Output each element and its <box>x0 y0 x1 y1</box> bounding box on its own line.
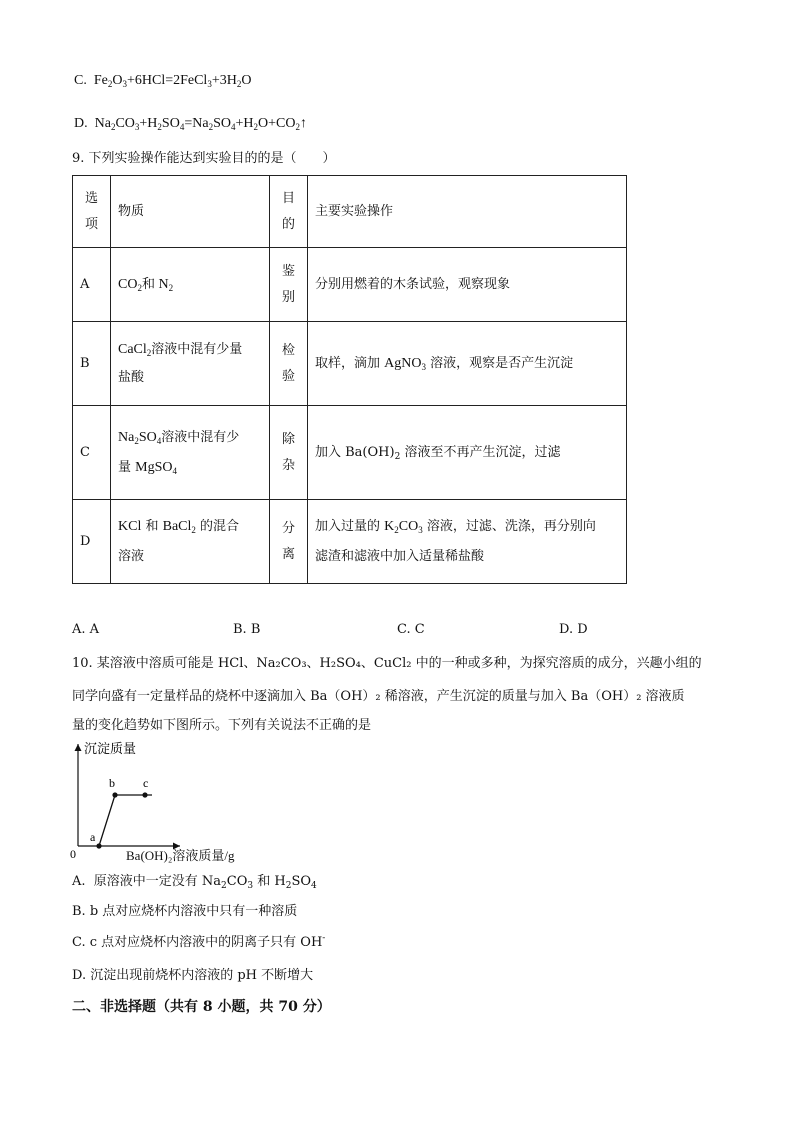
y-axis-label: 沉淀质量 <box>84 742 137 757</box>
row-substance: $CO_2$和 $N_2$ <box>111 248 270 322</box>
row-purpose-char: 除 <box>281 431 295 447</box>
q10-choice-a: A. 原溶液中一定没有 $Na_2CO_3$ 和 $H_2SO_4$ <box>72 874 317 891</box>
option-letter: D. <box>74 116 88 131</box>
header-substance: 物质 <box>111 176 270 248</box>
header-purpose-char: 的 <box>281 216 295 232</box>
row-operation: 加入 $Ba(OH)_2$ 溶液至不再产生沉淀，过滤 <box>308 406 627 500</box>
row-operation: 分别用燃着的木条试验，观察现象 <box>308 248 627 322</box>
row-purpose-char: 杂 <box>281 457 295 473</box>
q9-table <box>72 175 627 584</box>
q9-stem: 9. 下列实验操作能达到实验目的的是（ ） <box>72 151 336 166</box>
row-purpose-char: 离 <box>281 546 295 562</box>
row-operation: 取样，滴加 AgNO$_3$ 溶液，观察是否产生沉淀 <box>308 322 627 406</box>
row-purpose-char: 别 <box>281 289 295 305</box>
row-substance: CaCl$_2$溶液中混有少量 盐酸 <box>111 322 270 406</box>
q10-stem-line1: 10. 某溶液中溶质可能是 HCl、Na₂CO₃、H₂SO₄、CuCl₂ 中的一种或多种，为探究溶质的成分，兴趣小组的 <box>72 656 702 671</box>
point-a <box>96 843 101 848</box>
header-option-char: 选 <box>84 190 98 206</box>
choice-b: B. B <box>233 622 261 637</box>
row-purpose-char: 分 <box>281 520 295 536</box>
row-id: C <box>73 406 111 500</box>
origin-label: 0 <box>70 847 76 861</box>
point-b <box>112 792 117 797</box>
row-purpose-char: 验 <box>281 368 295 384</box>
header-operation: 主要实验操作 <box>308 176 627 248</box>
q10-stem-line2: 同学向盛有一定量样品的烧杯中逐滴加入 Ba（OH）₂ 稀溶液，产生沉淀的质量与加入 Ba（OH）₂ 溶液质 <box>72 689 685 704</box>
header-option-char: 项 <box>84 216 98 232</box>
header-option <box>73 176 111 248</box>
option-letter: C. <box>74 73 87 88</box>
series-line <box>99 795 152 846</box>
table-row <box>73 248 627 322</box>
x-axis-label: Ba(OH)₂溶液质量/g <box>126 848 235 863</box>
row-purpose-char: 鉴 <box>281 263 295 279</box>
row-substance: KCl 和 BaCl$_2$ 的混合 溶液 <box>111 500 270 584</box>
q8-option-d: D. $Na_2CO_3+H_2SO_4=Na_2SO_4+H_2O+CO_2↑$ <box>74 116 307 132</box>
row-id: A <box>73 248 111 322</box>
header-purpose-char: 目 <box>281 190 295 206</box>
q10-choice-b: B. b 点对应烧杯内溶液中只有一种溶质 <box>72 904 298 919</box>
choice-d: D. D <box>559 622 588 637</box>
section-heading: 二、非选择题（共有 8 小题，共 70 分） <box>72 999 331 1015</box>
q10-choice-d: D. 沉淀出现前烧杯内溶液的 pH 不断增大 <box>72 968 314 983</box>
choice-c: C. C <box>397 622 425 637</box>
q8-option-c: C. $Fe_2O_3+6HCl=2FeCl_3+3H_2O$ <box>74 73 252 89</box>
row-id: D <box>73 500 111 584</box>
table-row <box>73 406 627 500</box>
q10-choice-c: C. c 点对应烧杯内溶液中的阴离子只有 OH- <box>72 933 326 950</box>
point-label-c: c <box>143 776 149 790</box>
table-row <box>73 500 627 584</box>
row-purpose <box>270 248 308 322</box>
choice-a: A. A <box>72 622 100 637</box>
row-purpose <box>270 500 308 584</box>
point-label-a: a <box>90 830 96 844</box>
header-purpose <box>270 176 308 248</box>
row-substance: $Na_2SO_4$溶液中混有少 量 MgSO$_4$ <box>111 406 270 500</box>
precipitate-chart <box>60 738 260 863</box>
row-purpose <box>270 406 308 500</box>
row-purpose <box>270 322 308 406</box>
table-row <box>73 322 627 406</box>
row-operation: 加入过量的 $K_2CO_3$ 溶液，过滤、洗涤，再分别向 滤渣和滤液中加入适量稀盐酸 <box>308 500 627 584</box>
row-id: B <box>73 322 111 406</box>
point-label-b: b <box>109 776 115 790</box>
point-c <box>142 792 147 797</box>
q10-stem-line3: 量的变化趋势如下图所示。下列有关说法不正确的是 <box>72 718 372 733</box>
row-purpose-char: 检 <box>281 342 295 358</box>
table-header-row <box>73 176 627 248</box>
